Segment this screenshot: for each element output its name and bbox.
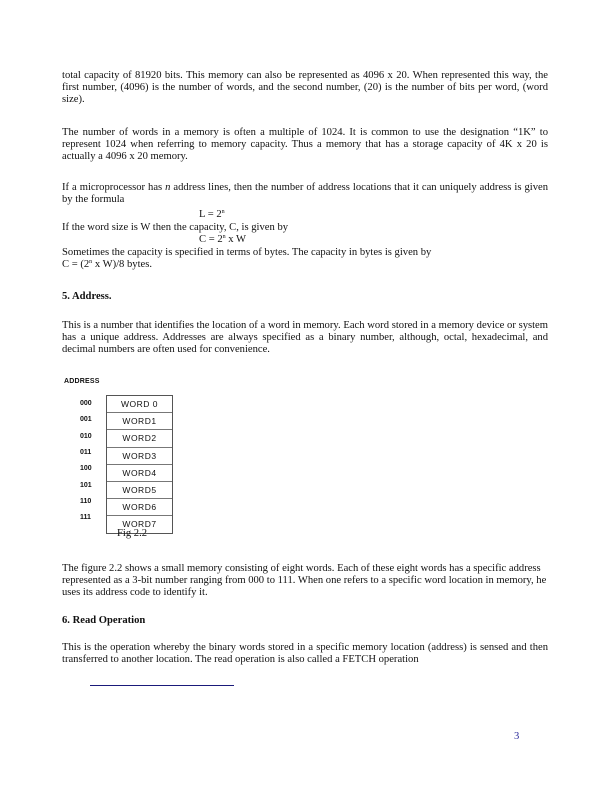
paragraph-figure-explanation: The figure 2.2 shows a small memory consisting of eight words. Each of these eight words has a specific address represented as a 3-bit number ranging from 000 to 111. When one refers to a specific word location in memory, he uses its address code to identify it.	[62, 563, 547, 599]
formula-text: x W)/8 bytes.	[92, 259, 152, 270]
formula-locations	[199, 209, 225, 220]
paragraph-word-size: If the word size is W then the capacity, C, is given by	[62, 222, 289, 233]
memory-word-cell: WORD7	[122, 519, 157, 530]
text: If a microprocessor has	[62, 182, 166, 193]
paragraph-1k-designation: The number of words in a memory is often a multiple of 1024. It is common to use the designation “1K” to represent 1024 when referring to memory capacity. Thus a memory that has a storage capacity of 4K x 20 is actually a 4096 x 20 memory.	[62, 127, 548, 163]
formula-capacity-bytes	[62, 259, 152, 270]
formula-text: L = 2	[199, 209, 222, 220]
paragraph-capacity-bytes: Sometimes the capacity is specified in terms of bytes. The capacity in bytes is given by	[62, 247, 432, 258]
page-number: 3	[514, 731, 520, 742]
address-label: 010	[80, 433, 92, 440]
variable-n: n	[165, 182, 171, 193]
memory-word-cell: WORD6	[107, 499, 172, 516]
memory-word-cell: WORD1	[107, 413, 172, 430]
address-label: 111	[80, 514, 91, 521]
memory-word-cell: WORD 0	[107, 396, 172, 413]
formula-text: C = (2	[62, 259, 90, 270]
formula-exponent: n	[222, 234, 226, 240]
address-label: 001	[80, 416, 92, 423]
memory-word-cell: WORD4	[107, 465, 172, 482]
memory-word-cell: WORD5	[107, 482, 172, 499]
paragraph-address-lines	[62, 182, 548, 206]
address-label: 011	[80, 449, 92, 456]
paragraph-address-definition: This is a number that identifies the location of a word in memory. Each word stored in a memory device or system has a unique address. Addresses are always specified as a binary number, although, octal, hexadecimal, and decimal numbers are often used for convenience.	[62, 320, 548, 356]
heading-address: 5. Address.	[62, 291, 112, 302]
figure-address-label: ADDRESS	[64, 378, 100, 385]
formula-capacity	[199, 234, 246, 245]
paragraph-capacity-representation: total capacity of 81920 bits. This memory can also be represented as 4096 x 20. When represented this way, the first number, (4096) is the number of words, and the second number, (20) is the number of bits per word, (word size).	[62, 70, 548, 106]
address-label: 100	[80, 465, 92, 472]
memory-word-table	[106, 395, 173, 534]
formula-text: x W	[225, 234, 247, 245]
memory-word-cell: WORD3	[107, 448, 172, 465]
formula-exponent: n	[89, 259, 93, 265]
heading-read-operation: 6. Read Operation	[62, 615, 146, 626]
footnote-separator	[90, 685, 234, 686]
address-label: 000	[80, 400, 92, 407]
memory-word-cell: WORD2	[107, 430, 172, 447]
formula-text: C = 2	[199, 234, 223, 245]
address-label: 110	[80, 498, 92, 505]
formula-exponent: n	[221, 209, 225, 215]
text: address lines, then the number of address locations that it can uniquely address is given by the formula	[62, 182, 548, 206]
address-label: 101	[80, 482, 92, 489]
paragraph-read-operation: This is the operation whereby the binary words stored in a specific memory location (address) is sensed and then transferred to another location. The read operation is also called a FETCH operation	[62, 642, 548, 666]
figure-caption: Fig 2.2	[117, 528, 148, 539]
